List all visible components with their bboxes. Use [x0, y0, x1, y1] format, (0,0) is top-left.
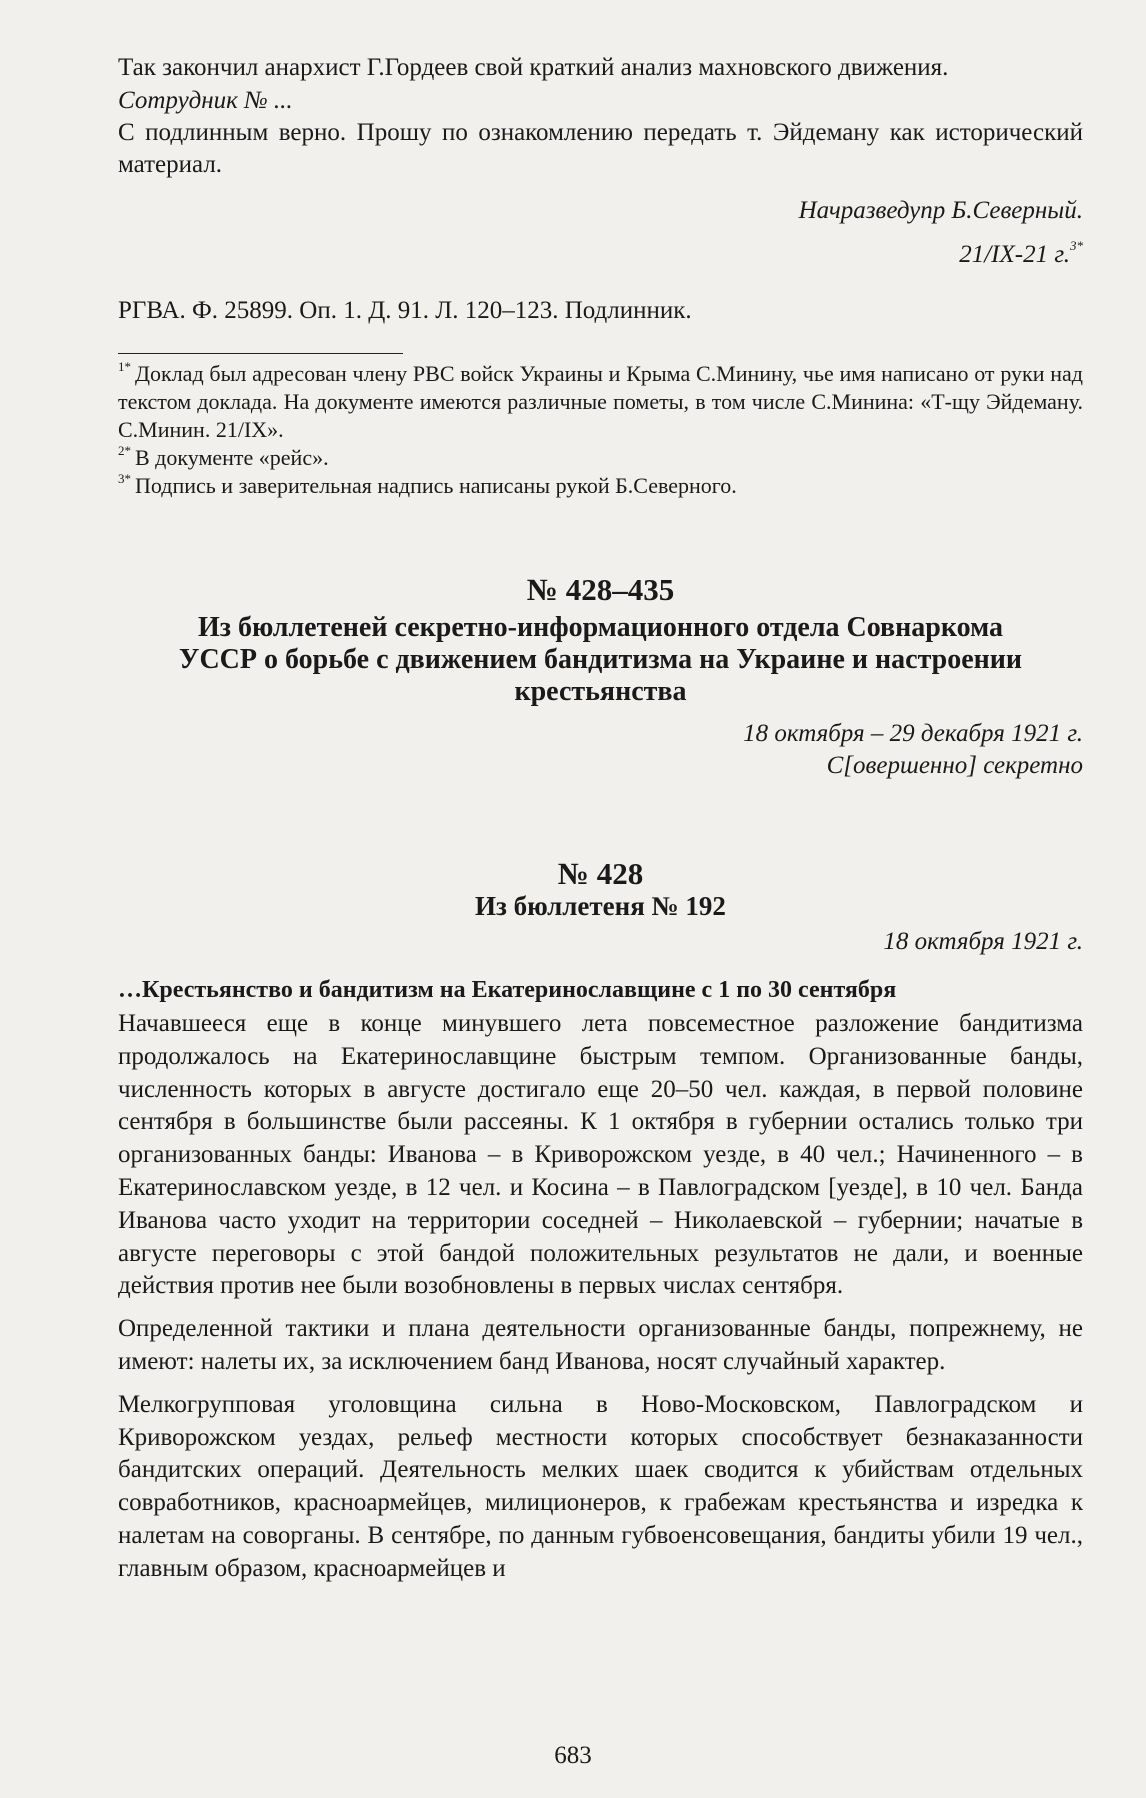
archive-reference: РГВА. Ф. 25899. Оп. 1. Д. 91. Л. 120–123. Подлинник. [118, 297, 692, 324]
verification-paragraph: С подлинным верно. Прошу по ознакомлению передать т. Эйдеману как исторический материал. [118, 119, 1083, 178]
footnote-divider [118, 353, 403, 354]
page-content [118, 52, 1083, 1586]
footnotes [118, 360, 1083, 500]
footnote-mark: 2* [118, 443, 131, 458]
document-subheading: …Крестьянство и бандитизм на Екатеринославщине с 1 по 30 сентября [118, 977, 897, 1003]
body-paragraph: Мелкогрупповая уголовщина сильна в Ново-Московском, Павлоградском и Криворожском уездах, рельеф местности которых способствует безнаказанности бандитских операций. Деятельность мелких шаек сводится к убийствам отдельных совработников, красноармейцев, милиционеров, к грабежам крестьянства и изредка к налетам на соворганы. В сентябре, по данным губвоенсовещания, бандиты убили 19 чел., главным образом, красноармейцев и [118, 1390, 1083, 1582]
document-date: 18 октября 1921 г. [883, 928, 1083, 955]
footnote-mark: 3* [118, 471, 131, 486]
sign-date-line [118, 239, 1083, 271]
sign-footnote-mark: 3* [1070, 238, 1083, 253]
body-paragraph: Определенной тактики и плана деятельности организованные банды, попрежнему, не имеют: налеты их, за исключением банд Иванова, носят случайный характер. [118, 1315, 1083, 1375]
section-dates: 18 октября – 29 декабря 1921 г. [743, 720, 1083, 747]
sotrudnik-line: Сотрудник № ... [118, 87, 293, 114]
signer-line: Начразведупр Б.Северный. [798, 197, 1083, 224]
footnote-mark: 1* [118, 359, 131, 374]
footnote [118, 360, 1083, 444]
footnote-text: Доклад был адресован члену РВС войск Украины и Крыма С.Минину, чье имя написано от руки над текстом доклада. На документе имеются различные пометы, в том числе С.Минина: «Т-щу Эйдеману. С.Минин. 21/IX». [118, 361, 1083, 442]
body-paragraph: Начавшееся еще в конце минувшего лета повсеместное разложение бандитизма продолжалось на Екатеринославщине быстрым темпом. Организованные банды, численность которых в августе достигало еще 20–50 чел. каждая, в первой половине сентября в большинстве были рассеяны. К 1 октября в губернии остались только три организованных банды: Иванова – в Криворожском уезде, в 40 чел.; Начиненного – в Екатеринославском уезде, в 12 чел. и Косина – в Павлоградском [уезде], в 10 чел. Банда Иванова часто уходит на территории соседней – Николаевской – губернии; начатые в августе переговоры с этой бандой положительных результатов не дали, и военные действия против нее были возобновлены в первых числах сентября. [118, 1010, 1083, 1300]
footnote-text: Подпись и заверительная надпись написаны рукой Б.Северного. [135, 473, 737, 498]
section-number: № 428–435 [526, 572, 675, 607]
intro-paragraph: Так закончил анархист Г.Гордеев свой краткий анализ махновского движения. [118, 54, 949, 81]
page-number: 683 [554, 1742, 592, 1769]
document-number: № 428 [557, 856, 644, 891]
sign-date: 21/IX-21 г. [959, 241, 1070, 268]
footnote [118, 472, 1083, 500]
section-classification: С[овершенно] секретно [826, 752, 1083, 779]
footnote-text: В документе «рейс». [135, 445, 329, 470]
document-title: Из бюллетеня № 192 [475, 891, 726, 921]
section-title: Из бюллетеней секретно-информационного отдела Совнаркома УССР о борьбе с движением бандитизма на Украине и настроении крестьянства [178, 612, 1023, 707]
footnote [118, 444, 1083, 472]
